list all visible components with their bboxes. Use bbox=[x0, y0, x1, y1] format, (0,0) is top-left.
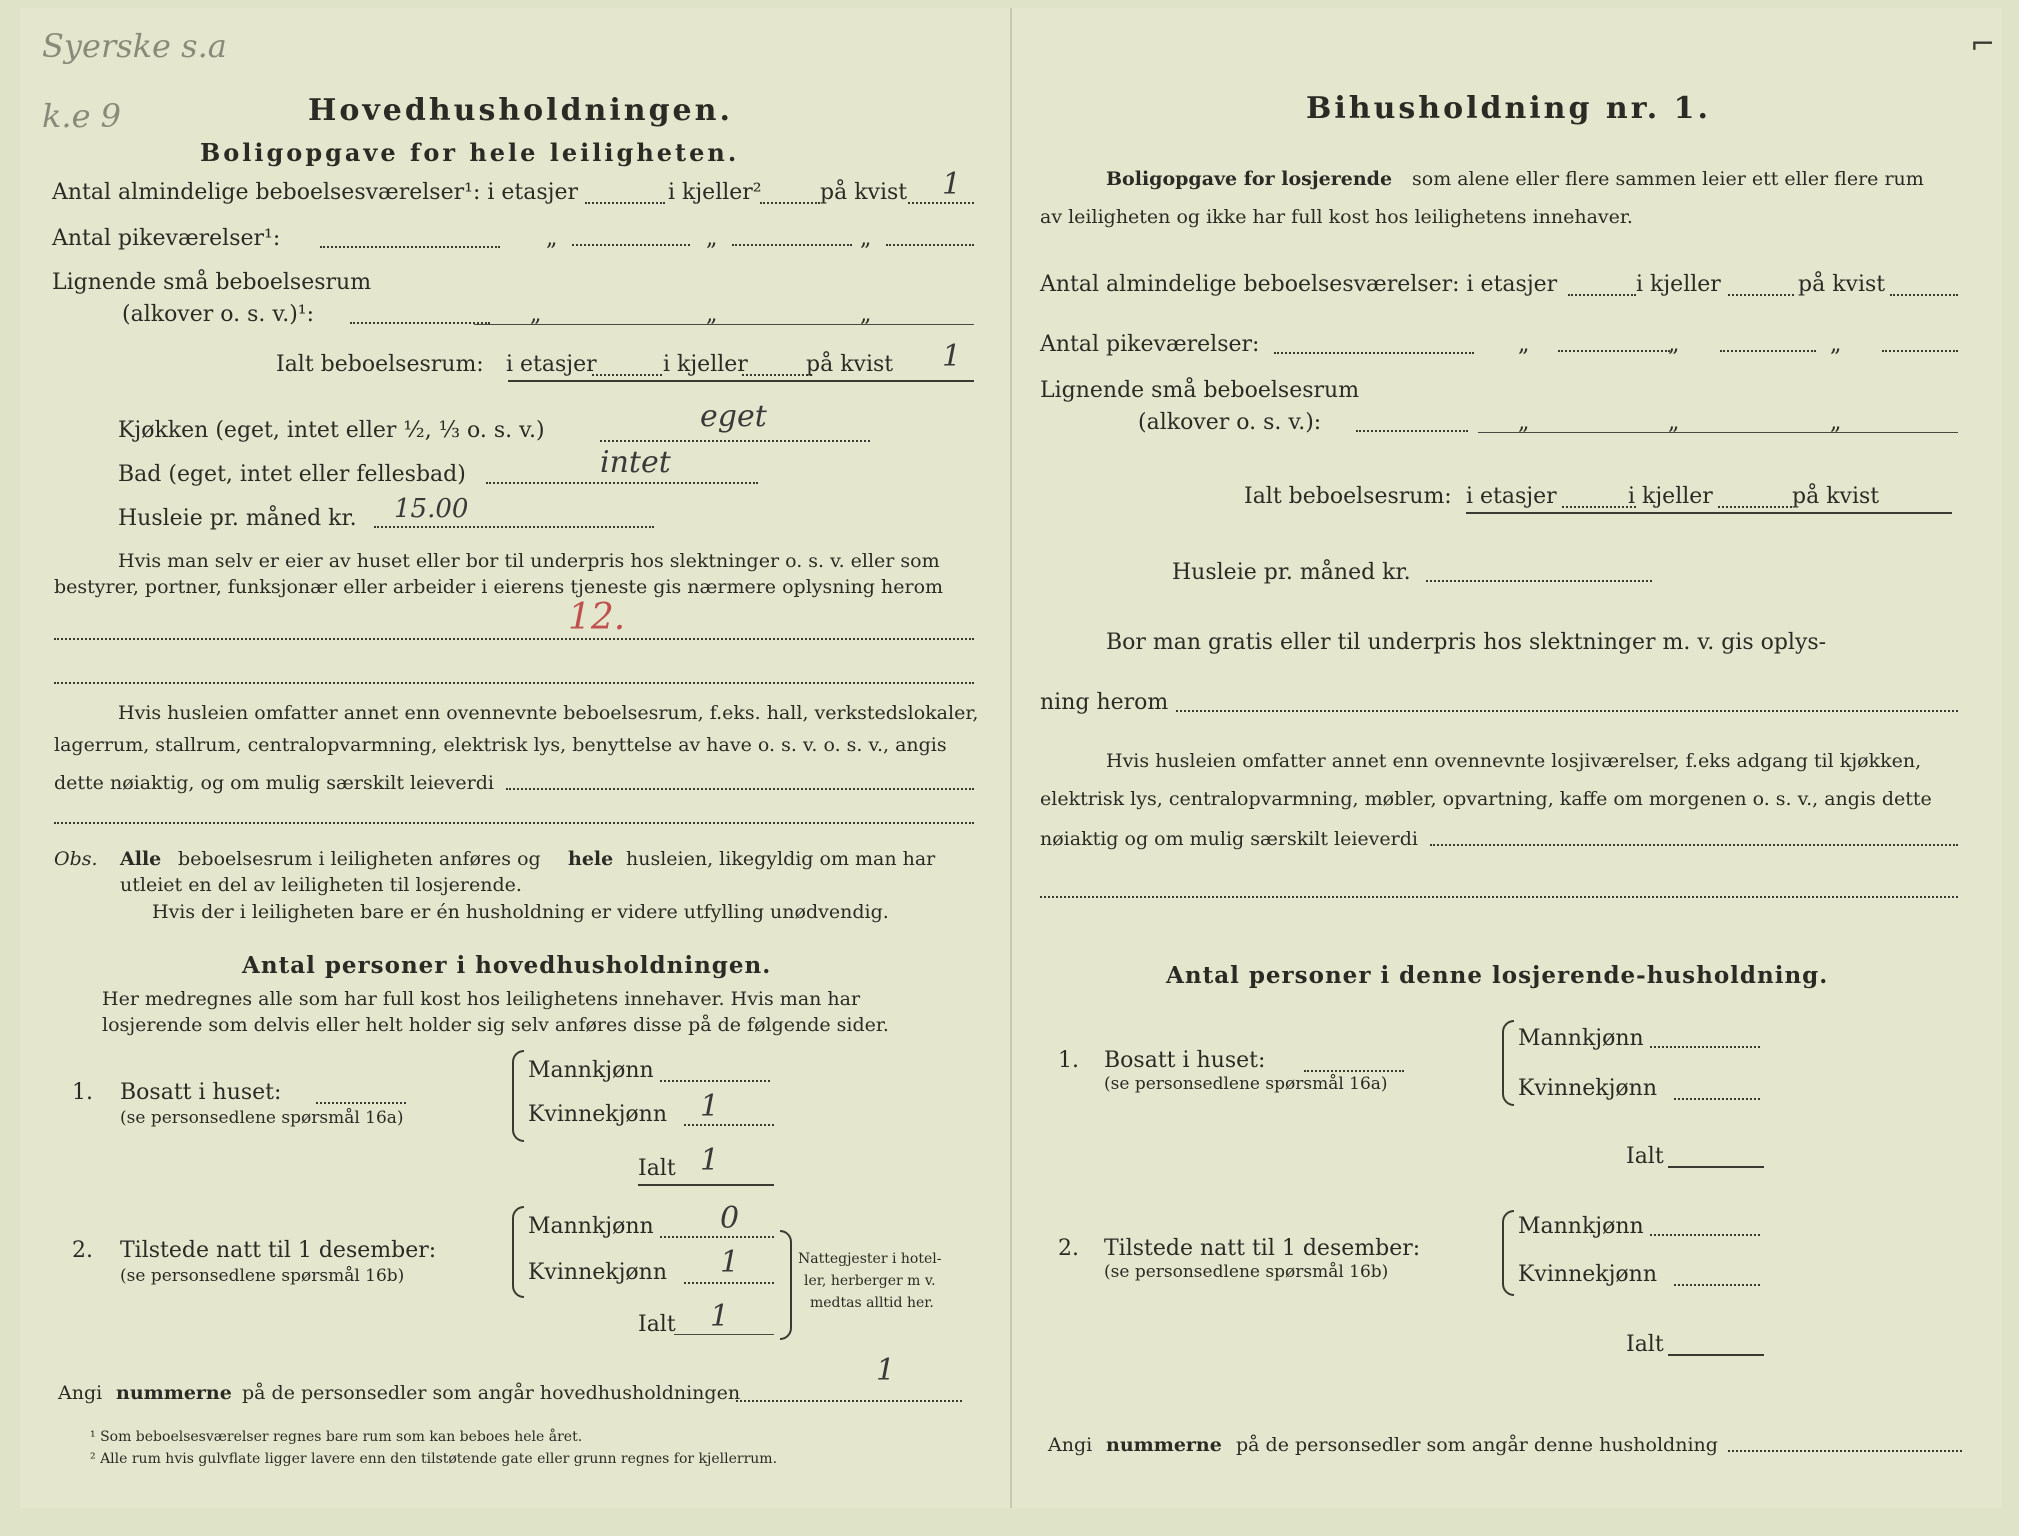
margin-note-number: k.e 9 bbox=[42, 97, 122, 135]
husleie-field[interactable] bbox=[1426, 580, 1652, 582]
natt-note-1: Nattegjester i hotel- bbox=[798, 1251, 942, 1267]
footnote-1: ¹ Som beboelsesværelser regnes bare rum som kan beboes hele året. bbox=[90, 1429, 583, 1445]
rooms-etasjer-field[interactable] bbox=[585, 202, 665, 204]
hvis-line-1: Hvis husleien omfatter annet enn ovennevnte losjiværelser, f.eks adgang til kjøkken, bbox=[1106, 750, 1922, 772]
lignende-label-2: (alkover o. s. v.)¹: bbox=[122, 302, 315, 327]
q2-mann-label: Mannkjønn bbox=[1518, 1214, 1644, 1239]
angi-label-3: på de personsedler som angår hovedhusholdningen bbox=[242, 1382, 741, 1404]
q1-ialt-label: Ialt bbox=[638, 1156, 676, 1181]
ialt-etasjer-field[interactable] bbox=[1562, 506, 1636, 508]
lignende-label-2: (alkover o. s. v.): bbox=[1138, 410, 1322, 435]
hvis2-line-1: Hvis husleien omfatter annet enn ovennevnte beboelsesrum, f.eks. hall, verkstedslokaler, bbox=[118, 702, 979, 724]
pike-ditto-1: „ bbox=[1518, 332, 1530, 357]
hvis2-line-3: dette nøiaktig, og om mulig særskilt leieverdi bbox=[54, 772, 494, 794]
lignende-ditto-1: „ bbox=[530, 302, 542, 327]
q1-sub: (se personsedlene spørsmål 16a) bbox=[1104, 1074, 1388, 1094]
pike-etasjer-field[interactable] bbox=[572, 244, 690, 246]
pike-kjeller-field[interactable] bbox=[1720, 350, 1816, 352]
q2-number: 2. bbox=[72, 1238, 93, 1263]
rooms-kvist-value: 1 bbox=[942, 167, 962, 202]
q1-kvinne-value: 1 bbox=[700, 1089, 720, 1124]
hvis1-line-1: Hvis man selv er eier av huset eller bor til underpris hos slektninger o. s. v. eller som bbox=[118, 550, 940, 572]
hvis1-line-2: bestyrer, portner, funksjonær eller arbeider i eierens tjeneste gis nærmere oplysning herom bbox=[54, 576, 944, 598]
intro-line-2: av leiligheten og ikke har full kost hos leilighetens innehaver. bbox=[1040, 206, 1633, 228]
q2-number: 2. bbox=[1058, 1236, 1079, 1261]
lignende-ditto-3: „ bbox=[1830, 410, 1842, 435]
rooms-kvist-label: på kvist bbox=[820, 180, 908, 205]
q1-kvinne-label: Kvinnekjønn bbox=[528, 1102, 667, 1127]
persons-note-1: Her medregnes alle som har full kost hos leilighetens innehaver. Hvis man har bbox=[102, 988, 861, 1010]
husleie-value: 15.00 bbox=[394, 494, 469, 524]
rooms-kjeller-field[interactable] bbox=[1728, 294, 1794, 296]
q2-kvinne-value: 1 bbox=[720, 1245, 740, 1280]
lignende-ditto-1: „ bbox=[1518, 410, 1530, 435]
lignende-label-1: Lignende små beboelsesrum bbox=[52, 270, 372, 295]
q1-sub: (se personsedlene spørsmål 16a) bbox=[120, 1108, 404, 1128]
lignende-ditto-2: „ bbox=[706, 302, 718, 327]
angi-field[interactable] bbox=[1728, 1450, 1962, 1452]
q2-brace bbox=[1502, 1210, 1514, 1296]
lignende-label-1: Lignende små beboelsesrum bbox=[1040, 378, 1360, 403]
husleie-field[interactable] bbox=[374, 526, 654, 528]
angi-field[interactable] bbox=[736, 1400, 962, 1402]
pike-ditto-3: „ bbox=[1830, 332, 1842, 357]
pike-ditto-2: „ bbox=[1668, 332, 1680, 357]
q2-sub: (se personsedlene spørsmål 16b) bbox=[1104, 1262, 1389, 1282]
page-title: Hovedhusholdningen. bbox=[308, 93, 733, 128]
ialt-kvist-value: 1 bbox=[942, 339, 962, 374]
obs-label: Obs. bbox=[54, 848, 98, 870]
natt-note-3: medtas alltid her. bbox=[810, 1295, 934, 1311]
footnote-2: ² Alle rum hvis gulvflate ligger lavere enn den tilstøtende gate eller grunn regnes for kjellerrum. bbox=[90, 1451, 778, 1467]
q2-mann-value: 0 bbox=[720, 1201, 740, 1236]
q1-leader bbox=[1304, 1070, 1404, 1072]
q2-ialt-value: 1 bbox=[710, 1299, 730, 1334]
q1-kvinne-label: Kvinnekjønn bbox=[1518, 1076, 1657, 1101]
angi-label-2: nummerne bbox=[1106, 1434, 1222, 1456]
rooms-kjeller-label: i kjeller bbox=[1636, 272, 1721, 297]
hvis1-field-1[interactable] bbox=[54, 638, 974, 640]
ialt-kvist-label: på kvist bbox=[806, 352, 894, 377]
q2-ialt-field[interactable] bbox=[674, 1334, 774, 1335]
bor-line-2: ning herom bbox=[1040, 690, 1169, 715]
right-page bbox=[1012, 8, 2002, 1508]
q2-kvinne-label: Kvinnekjønn bbox=[528, 1260, 667, 1285]
q1-mann-label: Mannkjønn bbox=[1518, 1026, 1644, 1051]
persons-title: Antal personer i denne losjerende-husholdning. bbox=[1166, 962, 1829, 989]
q2-brace bbox=[512, 1206, 524, 1298]
hvis2-field-2[interactable] bbox=[54, 822, 974, 824]
pike-etasjer-field[interactable] bbox=[1558, 350, 1670, 352]
q1-brace bbox=[512, 1050, 524, 1142]
q1-label: Bosatt i huset: bbox=[1104, 1048, 1266, 1073]
angi-label-2: nummerne bbox=[116, 1382, 232, 1404]
q1-ialt-label: Ialt bbox=[1626, 1144, 1664, 1169]
bor-line-1: Bor man gratis eller til underpris hos slektninger m. v. gis oplys- bbox=[1106, 630, 1827, 655]
q2-kvinne-field[interactable] bbox=[1674, 1284, 1760, 1286]
q1-kvinne-field[interactable] bbox=[684, 1124, 774, 1126]
q2-brace-right bbox=[780, 1230, 792, 1340]
lignende-field[interactable] bbox=[1478, 432, 1958, 433]
q2-mann-label: Mannkjønn bbox=[528, 1214, 654, 1239]
q1-leader bbox=[316, 1102, 406, 1104]
hvis-line-3: nøiaktig og om mulig særskilt leieverdi bbox=[1040, 828, 1418, 850]
obs-line-3: Hvis der i leiligheten bare er én husholdning er videre utfylling unødvendig. bbox=[152, 901, 889, 923]
obs-line-2: utleiet en del av leiligheten til losjerende. bbox=[120, 874, 522, 896]
rooms-label: Antal almindelige beboelsesværelser: i etasjer bbox=[1040, 272, 1558, 297]
hvis-line-2: elektrisk lys, centralopvarmning, møbler, opvartning, kaffe om morgenen o. s. v., angis dette bbox=[1040, 788, 1932, 810]
angi-label-1: Angi bbox=[1048, 1434, 1093, 1456]
kjokken-field[interactable] bbox=[600, 440, 870, 442]
q1-number: 1. bbox=[72, 1080, 93, 1105]
page-subtitle: Boligopgave for hele leiligheten. bbox=[200, 138, 740, 167]
pike-ditto-3: „ bbox=[860, 226, 872, 251]
angi-value: 1 bbox=[876, 1353, 896, 1388]
q2-kvinne-field[interactable] bbox=[684, 1282, 774, 1284]
hvis1-value: 12. bbox=[568, 597, 626, 638]
left-page bbox=[20, 8, 1012, 1508]
page-title: Bihusholdning nr. 1. bbox=[1306, 91, 1711, 126]
ialt-kvist-label: på kvist bbox=[1792, 484, 1880, 509]
bad-value: intet bbox=[600, 445, 671, 480]
bad-field[interactable] bbox=[486, 482, 758, 484]
lignende-leader bbox=[1356, 430, 1468, 432]
angi-label-3: på de personsedler som angår denne husholdning bbox=[1236, 1434, 1718, 1456]
pike-kvist-field[interactable] bbox=[1882, 350, 1958, 352]
q1-mann-label: Mannkjønn bbox=[528, 1058, 654, 1083]
q1-label: Bosatt i huset: bbox=[120, 1080, 282, 1105]
kjokken-label: Kjøkken (eget, intet eller ½, ⅓ o. s. v.) bbox=[118, 418, 545, 443]
q1-ialt-field[interactable] bbox=[638, 1184, 774, 1186]
pike-label: Antal pikeværelser: bbox=[1040, 332, 1260, 357]
q2-ialt-label: Ialt bbox=[1626, 1332, 1664, 1357]
q2-mann-field[interactable] bbox=[660, 1236, 774, 1238]
pike-kvist-field[interactable] bbox=[886, 244, 974, 246]
pike-label: Antal pikeværelser¹: bbox=[52, 226, 281, 251]
hvis1-field-2[interactable] bbox=[54, 682, 974, 684]
margin-note-occupation: Syerske s.a bbox=[42, 27, 227, 65]
ialt-underline bbox=[1466, 512, 1952, 514]
q2-ialt-field[interactable] bbox=[1668, 1354, 1764, 1356]
q2-kvinne-label: Kvinnekjønn bbox=[1518, 1262, 1657, 1287]
bor-field[interactable] bbox=[1176, 710, 1958, 712]
q1-number: 1. bbox=[1058, 1048, 1079, 1073]
lignende-ditto-3: „ bbox=[860, 302, 872, 327]
corner-stamp-icon: ⌐ bbox=[1970, 27, 1996, 62]
intro-bold: Boligopgave for losjerende bbox=[1106, 168, 1393, 190]
obs-text-a: beboelsesrum i leiligheten anføres og bbox=[178, 848, 541, 870]
natt-note-2: ler, herberger m v. bbox=[804, 1273, 936, 1289]
rooms-kjeller-label: i kjeller² bbox=[668, 180, 762, 205]
ialt-label: Ialt beboelsesrum: bbox=[1244, 484, 1452, 509]
q2-label: Tilstede natt til 1 desember: bbox=[120, 1238, 437, 1263]
obs-alle: Alle bbox=[120, 848, 162, 870]
lignende-leader bbox=[350, 322, 490, 324]
lignende-field[interactable] bbox=[474, 324, 974, 325]
rooms-kjeller-field[interactable] bbox=[760, 202, 820, 204]
kjokken-value: eget bbox=[700, 399, 767, 434]
hvis2-field-1[interactable] bbox=[506, 788, 974, 790]
rooms-label: Antal almindelige beboelsesværelser¹: i etasjer bbox=[52, 180, 579, 205]
q1-ialt-value: 1 bbox=[700, 1143, 720, 1178]
pike-ditto-2: „ bbox=[706, 226, 718, 251]
pike-kjeller-field[interactable] bbox=[732, 244, 852, 246]
persons-title: Antal personer i hovedhusholdningen. bbox=[242, 952, 772, 979]
rooms-kvist-field[interactable] bbox=[908, 202, 974, 204]
hvis-field-1[interactable] bbox=[1430, 844, 1958, 846]
ialt-kjeller-label: i kjeller bbox=[1628, 484, 1713, 509]
q1-mann-field[interactable] bbox=[1650, 1046, 1760, 1048]
q2-sub: (se personsedlene spørsmål 16b) bbox=[120, 1266, 405, 1286]
pike-leader bbox=[1274, 352, 1474, 354]
lignende-ditto-2: „ bbox=[1668, 410, 1680, 435]
rooms-kvist-field[interactable] bbox=[1890, 294, 1958, 296]
ialt-label: Ialt beboelsesrum: bbox=[276, 352, 484, 377]
ialt-underline bbox=[508, 380, 974, 382]
intro-line-1: som alene eller flere sammen leier ett eller flere rum bbox=[1412, 168, 1924, 190]
ialt-etasjer-field[interactable] bbox=[592, 374, 662, 376]
rooms-kvist-label: på kvist bbox=[1798, 272, 1886, 297]
pike-leader bbox=[320, 246, 500, 248]
q2-ialt-label: Ialt bbox=[638, 1312, 676, 1337]
husleie-label: Husleie pr. måned kr. bbox=[1172, 560, 1411, 585]
obs-hele: hele bbox=[568, 848, 614, 870]
ialt-etasjer-label: i etasjer bbox=[506, 352, 597, 377]
ialt-kjeller-field[interactable] bbox=[1718, 506, 1792, 508]
persons-note-2: losjerende som delvis eller helt holder sig selv anføres disse på de følgende sider. bbox=[102, 1014, 889, 1036]
q1-brace bbox=[1502, 1020, 1514, 1106]
pike-ditto-1: „ bbox=[546, 226, 558, 251]
obs-text-b: husleien, likegyldig om man har bbox=[626, 848, 936, 870]
q1-mann-field[interactable] bbox=[660, 1080, 770, 1082]
rooms-etasjer-field[interactable] bbox=[1568, 294, 1636, 296]
ialt-kjeller-label: i kjeller bbox=[663, 352, 748, 377]
q1-kvinne-field[interactable] bbox=[1674, 1098, 1760, 1100]
ialt-etasjer-label: i etasjer bbox=[1466, 484, 1557, 509]
ialt-kjeller-field[interactable] bbox=[742, 374, 812, 376]
hvis2-line-2: lagerrum, stallrum, centralopvarmning, elektrisk lys, benyttelse av have o. s. v. o. s. v., angis bbox=[54, 734, 947, 756]
q1-ialt-field[interactable] bbox=[1668, 1166, 1764, 1168]
hvis-field-2[interactable] bbox=[1040, 896, 1958, 898]
q2-label: Tilstede natt til 1 desember: bbox=[1104, 1236, 1421, 1261]
angi-label-1: Angi bbox=[58, 1382, 103, 1404]
husleie-label: Husleie pr. måned kr. bbox=[118, 506, 357, 531]
q2-mann-field[interactable] bbox=[1650, 1234, 1760, 1236]
bad-label: Bad (eget, intet eller fellesbad) bbox=[118, 462, 466, 487]
